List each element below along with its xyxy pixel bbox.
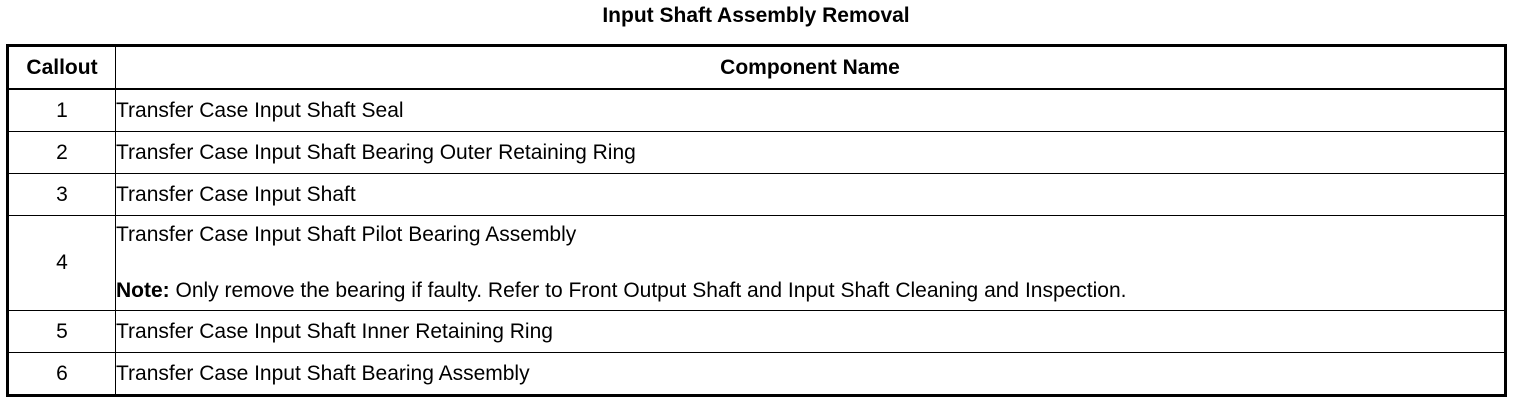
table-row: [8, 216, 1506, 311]
note-text: Only remove the bearing if faulty. Refer to Front Output Shaft and Input Shaft Cleaning and Inspection.: [169, 279, 1127, 302]
callout-number: 1: [8, 89, 116, 132]
callout-number: 5: [8, 311, 116, 353]
callout-number: 4: [8, 216, 116, 311]
table-row: [8, 311, 1506, 353]
component-name-with-note: [116, 216, 1506, 311]
component-name: Transfer Case Input Shaft Bearing Assembly: [116, 353, 1506, 396]
component-name: Transfer Case Input Shaft Seal: [116, 89, 1506, 132]
callout-number: 6: [8, 353, 116, 396]
callout-number: 2: [8, 132, 116, 174]
component-name: Transfer Case Input Shaft Bearing Outer Retaining Ring: [116, 132, 1506, 174]
table-header-row: [8, 46, 1506, 90]
table-row: [8, 132, 1506, 174]
note-label: Note:: [116, 279, 170, 302]
table-row: [8, 89, 1506, 132]
callout-number: 3: [8, 174, 116, 216]
table-row: [8, 353, 1506, 396]
column-header-component-name: Component Name: [116, 46, 1506, 90]
table-row: [8, 174, 1506, 216]
component-name: Transfer Case Input Shaft: [116, 174, 1506, 216]
page-title: Input Shaft Assembly Removal: [602, 4, 910, 27]
component-name: Transfer Case Input Shaft Pilot Bearing Assembly: [116, 223, 577, 246]
callout-table: [6, 44, 1507, 397]
component-note: [116, 278, 1504, 304]
column-header-callout: Callout: [8, 46, 116, 90]
component-name: Transfer Case Input Shaft Inner Retaining Ring: [116, 311, 1506, 353]
